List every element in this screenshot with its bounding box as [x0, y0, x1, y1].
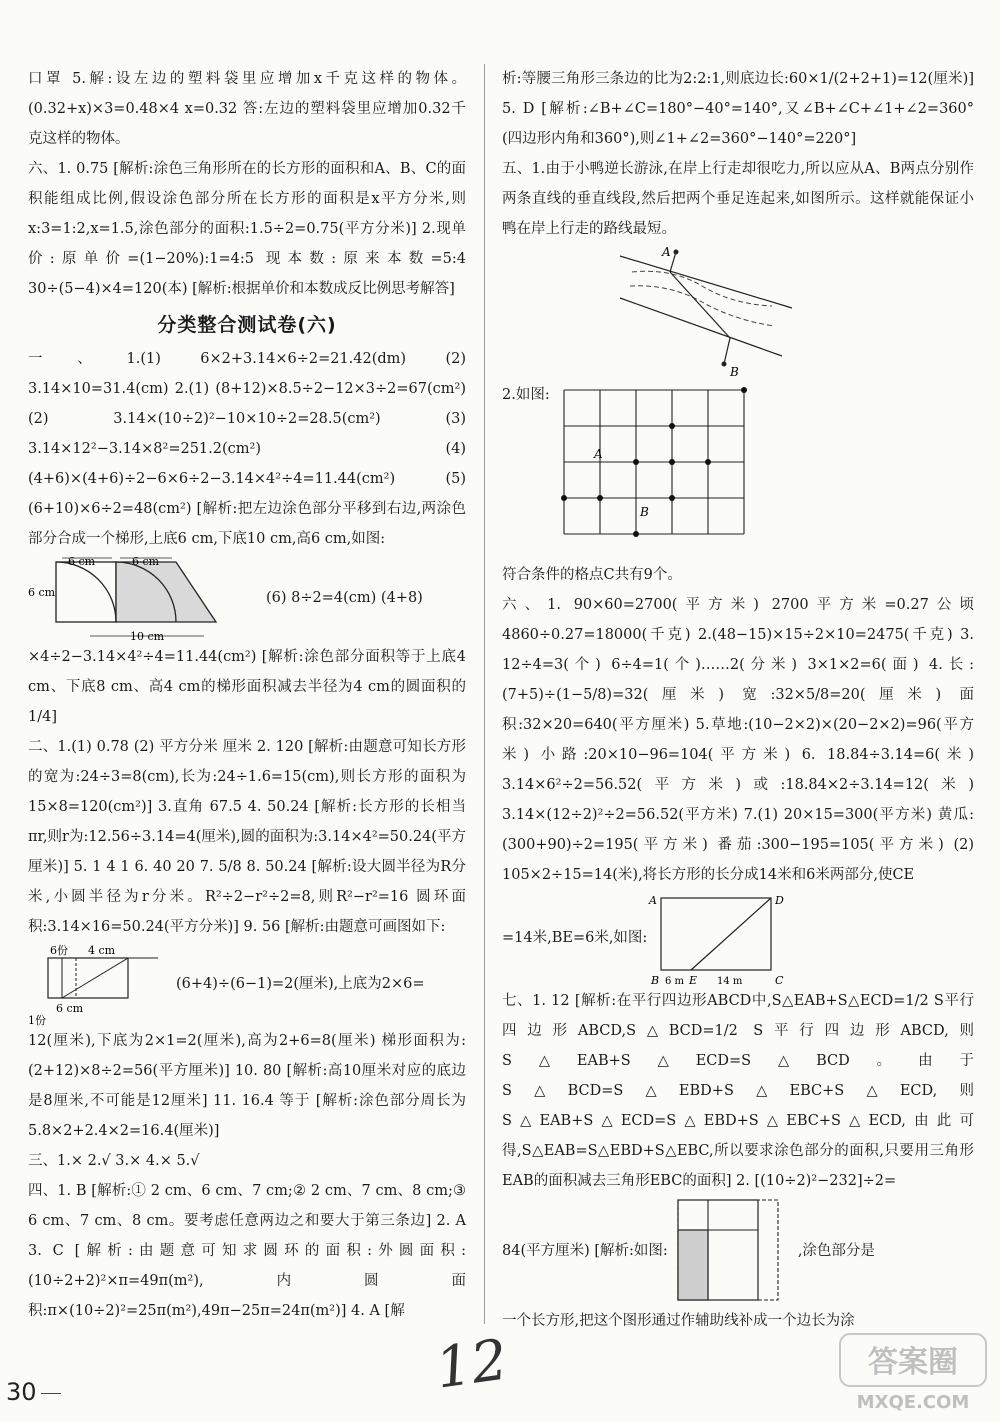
rect-label-c: C — [775, 974, 784, 986]
section-title: 分类整合测试卷(六) — [157, 314, 337, 336]
grid-label-b: B — [640, 505, 649, 519]
left-paragraph-6: 12(厘米),下底为2×1=2(厘米),高为2+6=8(厘米) 梯形面积为:(2+12)×8÷2=56(平方厘米)] 10. 80 [解析:高10厘米对应的底边是8厘米,不可能是12厘米] 11. 16.4 等于 [解析:涂色部分周长为5.8×2+2.4×2=16.4(厘米)] — [28, 1033, 466, 1139]
right-paragraph-6: 一个长方形,把这个图形通过作辅助线补成一个边长为涂 — [502, 1313, 855, 1329]
left-paragraph-4: ×4÷2−3.14×4²÷4=11.44(cm²) [解析:涂色部分面积等于上底4 cm、下底8 cm、高4 cm的梯形面积减去半径为4 cm的圆面积的1/4] — [28, 649, 466, 725]
river-figure — [502, 246, 974, 378]
rect-label-b: B — [651, 974, 660, 986]
left-paragraph-7: 三、1.× 2.√ 3.× 4.× 5.√ — [28, 1153, 200, 1169]
grid-label-1part: 1份 — [28, 1014, 46, 1026]
grid-figure — [554, 380, 754, 560]
right-paragraph-1: 析:等腰三角形三条边的比为2:2:1,则底边长:60×1/(2+2+1)=12(厘米)] 5. D [解析:∠B+∠C=180°−40°=140°,又∠B+∠C+∠1+∠2=360°(四边形内角和360°),则∠1+∠2=360°−140°=220°] — [502, 71, 974, 147]
trapezoid-grid-figure-row — [28, 942, 466, 1026]
right-paragraph-4: 六、1. 90×60=2700(平方米) 2700平方米=0.27公顷 4860÷0.27=18000(千克) 2.(48−15)×15÷2×10=2475(千克) 3. 12÷4=3(个) 6÷4=1(个)……2(分米) 3×1×2=6(面) 4.长:(7+5)÷(1−5/8)=32(厘米) 宽:32×5/8=20(厘米) 面积:32×20=640(平方厘米) 5.草地:(10−2×2)×(20−2×2)=96(平方米) 小路:20×10−96=104(平方米) 6. 18.84÷3.14=6(米) 3.14×6²÷2=56.52(平方米)或:18.84×2÷3.14=12(米) 3.14×(12÷2)²÷2=56.52(平方米) 7.(1) 20×15=300(平方米) 黄瓜:(300+90)÷2=195(平方米) 番茄:300−195=105(平方米) (2) 105×2÷15=14(米),将长方形的长分成14米和6米两部分,使CE — [502, 597, 974, 883]
right-paragraph-5: 七、1. 12 [解析:在平行四边形ABCD中,S△EAB+S△ECD=1/2 S平行四边形ABCD,S△BCD=1/2 S平行四边形ABCD,则S△EAB+S△ECD=S△BCD。由于S△BCD=S△EBD+S△EBC+S△ECD,则S△EAB+S△ECD=S△EBD+S△EBC+S△ECD,由此可得,S△EAB=S△EBD+S△EBC,所以要求涂色部分的面积,只要用三角形EAB的面积减去三角形EBC的面积] 2. [(10÷2)²−232]÷2= — [502, 993, 974, 1189]
left-paragraph-1: 口罩 5.解:设左边的塑料袋里应增加x千克这样的物体。(0.32+x)×3=0.48×4 x=0.32 答:左边的塑料袋里应增加0.32千克这样的物体。 — [28, 71, 466, 147]
grid-label-6parts: 6份 — [50, 944, 68, 957]
left-paragraph-8: 四、1. B [解析:① 2 cm、6 cm、7 cm;② 2 cm、7 cm、8 cm;③ 6 cm、7 cm、8 cm。要考虑任意两边之和要大于第三条边] 2. A 3. C [解析:由题意可知求圆环的面积:外圆面积:(10÷2+2)²×π=49π(m²),内圆面积:π×(10÷2)²=25π(m²),49π−25π=24π(m²)] 4. A [解 — [28, 1183, 466, 1319]
trap-label-top-left: 6 cm — [68, 555, 96, 568]
rect-label-a: A — [649, 894, 658, 907]
rect-label-e: E — [689, 974, 698, 986]
right-paragraph-3: 符合条件的格点C共有9个。 — [502, 567, 682, 583]
trap-label-bottom: 10 cm — [130, 630, 165, 642]
square-figure — [668, 1196, 798, 1306]
grid-label-6cm: 6 cm — [56, 1002, 84, 1015]
page-number: 30 — [6, 1378, 61, 1406]
left-paragraph-5: 二、1.(1) 0.78 (2) 平方分米 厘米 2. 120 [解析:由题意可知长方形的宽为:24÷3=8(cm),长为:24÷1.6=15(cm),则长方形的面积为15×8=120(cm²)] 3.直角 67.5 4. 50.24 [解析:长方形的长相当πr,则r为:12.56÷3.14=4(厘米),圆的面积为:3.14×4²=50.24(平方厘米)] 5. 1 4 1 6. 40 20 7. 5/8 8. 50.24 [解析:设大圆半径为R分米,小圆半径为r分米。R²÷2−r²÷2=8,则R²−r²=16 圆环面积:3.14×16=50.24(平方分米)] 9. 56 [解析:由题意可画图如下: — [28, 739, 466, 935]
rectangle-figure — [647, 890, 797, 986]
left-paragraph-5b: (6+4)÷(6−1)=2(厘米),上底为2×6= — [176, 976, 425, 992]
right-column — [502, 64, 974, 1336]
rect-label-14m: 14 m — [717, 976, 743, 986]
watermark-bottom-text: MXQE.COM — [856, 1392, 970, 1413]
grid-label-a: A — [594, 447, 603, 461]
right-paragraph-5c: ,涂色部分是 — [797, 1243, 875, 1259]
trap-label-height: 6 cm — [28, 586, 56, 599]
watermark-top-text: 答案圈 — [868, 1345, 958, 1380]
trap-label-top-right: 6 cm — [132, 555, 160, 568]
right-grid-label: 2.如图: — [502, 387, 550, 403]
grid-label-4cm: 4 cm — [88, 944, 116, 957]
right-paragraph-2: 五、1.由于小鸭逆长游泳,在岸上行走却很吃力,所以应从A、B两点分别作两条直线的垂直线段,然后把两个垂足连起来,如图所示。这样就能保证小鸭在岸上行走的路线最短。 — [502, 161, 974, 237]
grid-figure-row — [502, 380, 974, 560]
handwritten-number: 12 — [431, 1327, 512, 1402]
right-paragraph-5b: 84(平方厘米) [解析:如图: — [502, 1243, 668, 1259]
trapezoid-figure-row — [28, 554, 466, 642]
river-label-a: A — [662, 246, 671, 259]
rect-label-d: D — [775, 894, 785, 907]
left-column — [28, 64, 466, 1326]
watermark-logo — [838, 1330, 988, 1416]
left-paragraph-2: 六、1. 0.75 [解析:涂色三角形所在的长方形的面积和A、B、C的面积能组成比例,假设涂色部分所在长方形的面积是x平方分米,则x:3=1:2,x=1.5,涂色部分的面积:1.5÷2=0.75(平方分米)] 2.现单价:原单价=(1−20%):1=4:5 现本数:原来本数=5:4 30÷(5−4)×4=120(本) [解析:根据单价和本数成反比例思考解答] — [28, 161, 466, 297]
left-paragraph-3b: (6) 8÷2=4(cm) (4+8) — [266, 590, 423, 606]
trapezoid-grid-figure — [28, 942, 168, 1026]
square-figure-row — [502, 1196, 974, 1306]
rect-figure-row — [502, 890, 974, 986]
left-paragraph-3: 一、1.(1) 6×2+3.14×6÷2=21.42(dm) (2) 3.14×10=31.4(cm) 2.(1) (8+12)×8.5÷2−12×3÷2=67(cm²) (2) 3.14×(10÷2)²−10×10÷2=28.5(cm²) (3) 3.14×12²−3.14×8²=251.2(cm²) (4) (4+6)×(4+6)÷2−6×6÷2−3.14×4²÷4=11.44(cm²) (5) (6+10)×6÷2=48(cm²) [解析:把左边涂色部分平移到右边,两涂色部分合成一个梯形,上底6 cm,下底10 cm,高6 cm,如图: — [28, 351, 466, 547]
column-divider — [484, 64, 485, 1324]
river-label-b: B — [730, 365, 739, 378]
right-paragraph-4b: =14米,BE=6米,如图: — [502, 930, 648, 946]
trapezoid-figure — [28, 554, 258, 642]
rect-label-6m: 6 m — [665, 976, 685, 986]
